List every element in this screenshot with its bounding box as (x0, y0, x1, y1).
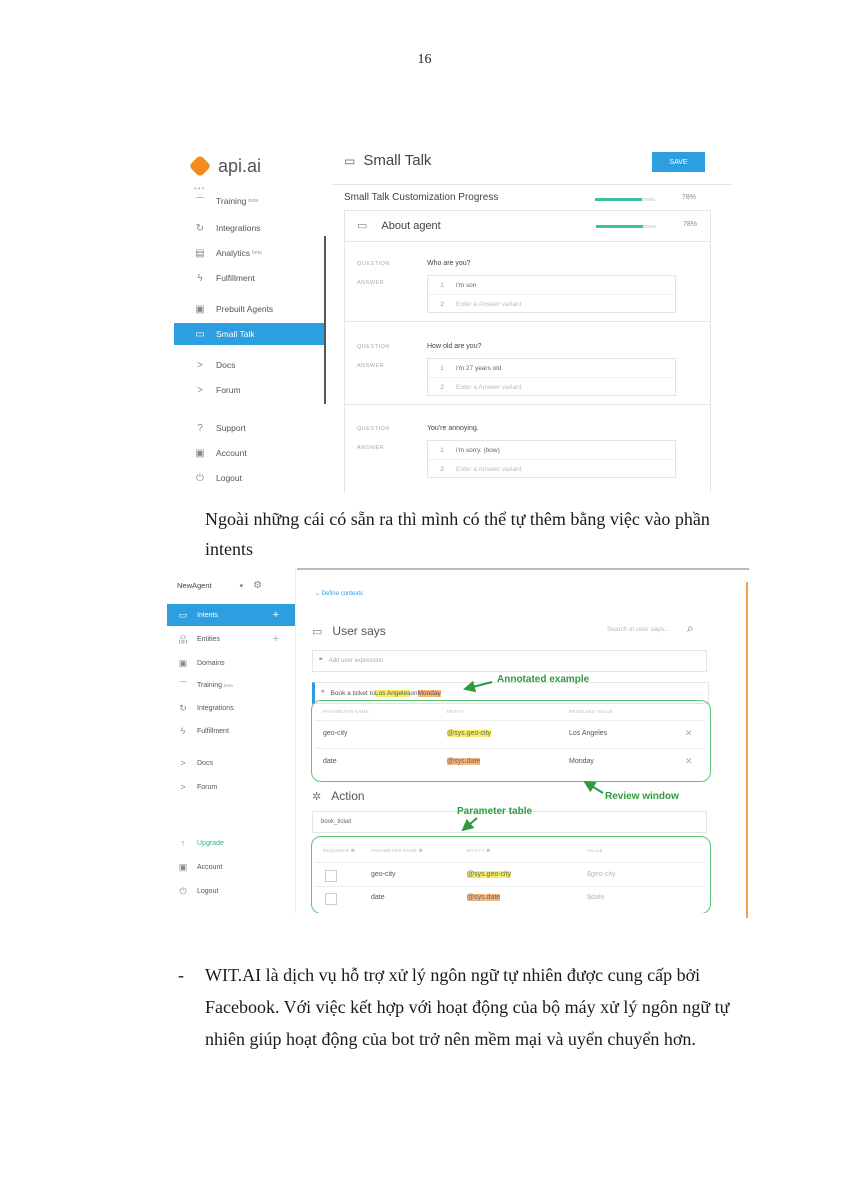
small-talk-screenshot (174, 140, 732, 493)
action-header-entity: ENTITY ❶ (467, 848, 491, 853)
bullet-marker: - (178, 965, 184, 985)
answer-text: Enter a Answer variant (456, 300, 522, 308)
answer-text: Enter a Answer variant (456, 465, 522, 473)
sidebar-item-label: Logout (197, 887, 219, 895)
answer-list (427, 275, 676, 313)
sidebar-item[interactable] (167, 856, 295, 878)
answer-list (427, 358, 676, 396)
example-date: Monday (417, 689, 441, 697)
sidebar-item-label: Integrations (197, 704, 234, 712)
example-city: Los Angeles (374, 689, 411, 697)
sidebar-item-label: Forum (197, 783, 218, 791)
sidebar-item[interactable] (167, 880, 295, 902)
sidebar-item-label: Integrations (216, 223, 261, 233)
brand-name: api.ai (218, 155, 262, 176)
sidebar-item-label: Small Talk (216, 329, 255, 339)
wit-paragraph-line-3: nhiên giúp hoạt động của bot trở nên mềm mại và uyển chuyển hơn. (205, 1029, 696, 1049)
intro-paragraph-line-2: intents (205, 539, 253, 559)
action-icon: ✲ (312, 790, 322, 803)
analytics-icon: ▤ (195, 247, 205, 259)
sidebar-item[interactable] (174, 323, 326, 345)
progress-label: Small Talk Customization Progress (344, 192, 499, 203)
answer-label: ANSWER (357, 280, 385, 286)
sidebar-item-label: Support (216, 423, 246, 433)
user-says-label: User says (332, 624, 386, 638)
sidebar-item-label: Logout (216, 473, 242, 483)
example-mid: on (410, 689, 418, 697)
answer-number: 1 (440, 364, 444, 372)
action-value: book_ticket (321, 819, 352, 825)
answer-row[interactable] (428, 359, 675, 377)
answer-text: i'm sorry. (bow) (456, 446, 500, 454)
training-icon: ⌒ (195, 197, 205, 209)
review-window-arrow (585, 782, 603, 793)
sidebar (167, 568, 296, 913)
chevron-right-icon: > (197, 384, 203, 396)
sidebar-item-label: Docs (216, 360, 236, 370)
sidebar-item[interactable] (174, 217, 326, 239)
orange-divider (746, 582, 748, 918)
action-param-entity[interactable]: @sys.date (467, 894, 501, 901)
sidebar-item[interactable] (174, 442, 326, 464)
sidebar-item-label: Intents (197, 611, 219, 619)
agent-selector[interactable] (177, 580, 289, 591)
progress-bar (595, 198, 655, 201)
chevron-right-icon: > (180, 782, 186, 792)
action-header-name: PARAMETER NAME ❶ (371, 848, 424, 853)
chevron-right-icon: > (197, 359, 203, 371)
answer-row[interactable] (428, 459, 675, 478)
sidebar-item-label: Prebuilt Agents (216, 304, 274, 314)
progress-percent: 78% (682, 194, 697, 201)
action-label: Action (331, 789, 365, 803)
answer-text: Enter a Answer variant (456, 383, 522, 391)
param-value: Los Angeles (569, 730, 608, 737)
question-text: Who are you? (427, 260, 471, 267)
sidebar-item[interactable] (174, 354, 326, 376)
intents-screenshot (167, 568, 749, 913)
close-icon[interactable]: ✕ (685, 756, 693, 766)
define-contexts-link[interactable]: ⌄ Define contexts (315, 591, 364, 597)
logout-icon: ⏻ (179, 885, 187, 896)
question-label: QUESTION (357, 426, 390, 432)
fulfillment-icon: ϟ (197, 272, 203, 284)
answer-text: i'm 27 years old (456, 364, 502, 372)
annotation-arrows (307, 568, 749, 913)
param-header-entity: ENTITY (447, 709, 465, 714)
review-window-annotation: Review window (605, 791, 679, 802)
top-bar (332, 140, 732, 185)
add-expression-placeholder: Add user expression (328, 658, 384, 664)
beta-badge: beta (248, 198, 259, 204)
answer-number: 1 (440, 281, 444, 289)
action-param-entity[interactable]: @sys.geo-city (467, 871, 512, 878)
divider (345, 404, 710, 405)
annotated-example-arrow (465, 682, 492, 689)
sidebar-item[interactable] (167, 832, 295, 854)
domains-icon: ▣ (178, 657, 188, 668)
answer-number: 2 (440, 300, 444, 308)
question-label: QUESTION (357, 261, 390, 267)
main-panel (332, 140, 732, 493)
about-agent-card (344, 210, 711, 493)
api-ai-logo-icon (189, 155, 212, 178)
action-header-required: REQUIRED ❶ (323, 848, 356, 853)
action-param-value[interactable]: $geo-city (587, 871, 616, 878)
param-name: geo-city (323, 730, 348, 737)
training-icon: ⌒ (178, 680, 188, 691)
about-agent-header[interactable] (357, 219, 441, 232)
sidebar-item[interactable] (167, 604, 295, 626)
sidebar-item[interactable] (174, 379, 326, 401)
action-param-name: date (371, 894, 385, 901)
sidebar-item[interactable] (167, 697, 295, 719)
small-talk-icon: ▭ (195, 328, 205, 340)
gear-icon[interactable]: ⚙ (253, 580, 263, 591)
answer-row[interactable] (428, 276, 675, 294)
quote-icon: ❞ (321, 690, 325, 697)
sidebar-item-label: Training (197, 681, 223, 689)
chevron-down-icon: ▾ (239, 582, 244, 590)
sidebar-item[interactable] (167, 752, 295, 774)
sidebar-item[interactable] (174, 467, 326, 489)
integrations-icon: ↻ (179, 702, 187, 713)
main-panel (307, 568, 749, 913)
answer-row[interactable] (428, 294, 675, 313)
question-label: QUESTION (357, 344, 390, 350)
quote-icon: ❞ (319, 658, 323, 665)
search-input[interactable]: Search in user says... (607, 626, 670, 633)
integrations-icon: ↻ (195, 222, 205, 234)
sidebar-scrollbar[interactable] (324, 236, 326, 404)
param-entity[interactable]: @sys.geo-city (447, 730, 492, 737)
answer-text: i'm son (456, 281, 477, 289)
prebuilt-agents-icon: ▣ (195, 303, 205, 315)
answer-number: 2 (440, 383, 444, 391)
sidebar-item[interactable] (167, 720, 295, 742)
agent-name: NewAgent (177, 581, 212, 590)
sidebar-item[interactable] (167, 674, 295, 696)
question-text: You're annoying. (427, 425, 479, 432)
add-icon[interactable]: + (272, 609, 279, 621)
sidebar-item-label: Account (216, 448, 247, 458)
beta-badge: beta (224, 682, 233, 688)
agent-progress-bar-fill (596, 225, 643, 228)
entities-icon: 品 (178, 634, 188, 645)
account-icon: ▣ (195, 447, 205, 459)
page-number: 16 (417, 52, 432, 67)
sidebar-item[interactable] (174, 298, 326, 320)
intro-paragraph-line-1: Ngoài những cái có sẵn ra thì mình có thể tự thêm bằng việc vào phần (205, 509, 710, 529)
param-value: Monday (569, 758, 594, 765)
sidebar-item-label: Account (197, 863, 223, 871)
chevron-right-icon: > (180, 758, 186, 768)
answer-row[interactable] (428, 441, 675, 459)
sidebar-item-label: Analytics (216, 248, 251, 258)
page-title (344, 152, 431, 169)
divider (345, 321, 710, 322)
answer-label: ANSWER (357, 445, 385, 451)
answer-number: 1 (440, 446, 444, 454)
sidebar-item[interactable] (174, 190, 326, 212)
sidebar-item[interactable] (174, 417, 326, 439)
param-header-value: RESOLVED VALUE (569, 709, 614, 714)
sidebar (174, 140, 326, 493)
user-says-icon: ▭ (312, 625, 323, 638)
answer-row[interactable] (428, 377, 675, 396)
param-name: date (323, 758, 337, 765)
wit-paragraph-line-1: WIT.AI là dịch vụ hỗ trợ xử lý ngôn ngữ tự nhiên được cung cấp bởi (205, 965, 701, 985)
annotated-example-annotation: Annotated example (497, 674, 590, 685)
save-button[interactable]: SAVE (652, 152, 705, 172)
action-param-name: geo-city (371, 871, 396, 878)
sidebar-item-label: Fulfillment (197, 727, 229, 735)
fulfillment-icon: ϟ (180, 726, 186, 736)
answer-list (427, 440, 676, 478)
beta-badge: beta (252, 250, 262, 256)
intents-icon: ▭ (178, 609, 188, 620)
sidebar-item-label: Forum (216, 385, 241, 395)
sidebar-item-label: Docs (197, 759, 213, 767)
add-icon[interactable]: + (272, 633, 279, 645)
parameter-table-annotation: Parameter table (457, 806, 533, 817)
close-icon[interactable]: ✕ (685, 728, 693, 738)
progress-bar-fill (595, 198, 642, 201)
question-text: How old are you? (427, 343, 482, 350)
search-icon[interactable]: ⌕ (687, 621, 694, 635)
agent-progress-bar (596, 225, 656, 228)
sidebar-item-label: Upgrade (197, 839, 224, 847)
folder-icon: ▭ (357, 220, 368, 232)
account-icon: ▣ (178, 861, 188, 872)
sidebar-item[interactable] (167, 628, 295, 650)
page-title-text: Small Talk (363, 152, 432, 169)
logout-icon: ⏻ (196, 472, 204, 484)
sidebar-item[interactable] (174, 242, 326, 264)
sidebar-item[interactable] (167, 776, 295, 798)
sidebar-item-label: Fulfillment (216, 273, 255, 283)
wit-paragraph-line-2: Facebook. Với việc kết hợp với hoạt động của bộ máy xử lý ngôn ngữ tự (205, 997, 730, 1017)
brand[interactable] (192, 154, 261, 178)
sidebar-item-label: Training (216, 196, 247, 206)
sidebar-item-label: Domains (197, 659, 225, 667)
answer-label: ANSWER (357, 363, 385, 369)
about-agent-label: About agent (381, 219, 441, 232)
small-talk-icon: ▭ (344, 153, 356, 168)
param-entity[interactable]: @sys.date (447, 758, 481, 765)
answer-number: 2 (440, 465, 444, 473)
action-header-value: VALUE (587, 848, 603, 853)
action-param-value[interactable]: $date (587, 894, 605, 901)
agent-progress-percent: 78% (683, 221, 698, 228)
example-prefix: Book a ticket to (330, 689, 375, 697)
support-icon: ? (197, 422, 203, 434)
more-dots-icon: ••• (194, 184, 206, 193)
param-header-name: PARAMETER NAME (323, 709, 370, 714)
parameter-table-arrow (463, 818, 477, 830)
sidebar-item-label: Entities (197, 635, 220, 643)
divider (345, 241, 710, 242)
sidebar-item[interactable] (174, 267, 326, 289)
upgrade-icon: ↑ (180, 838, 186, 848)
sidebar-item[interactable] (167, 652, 295, 674)
